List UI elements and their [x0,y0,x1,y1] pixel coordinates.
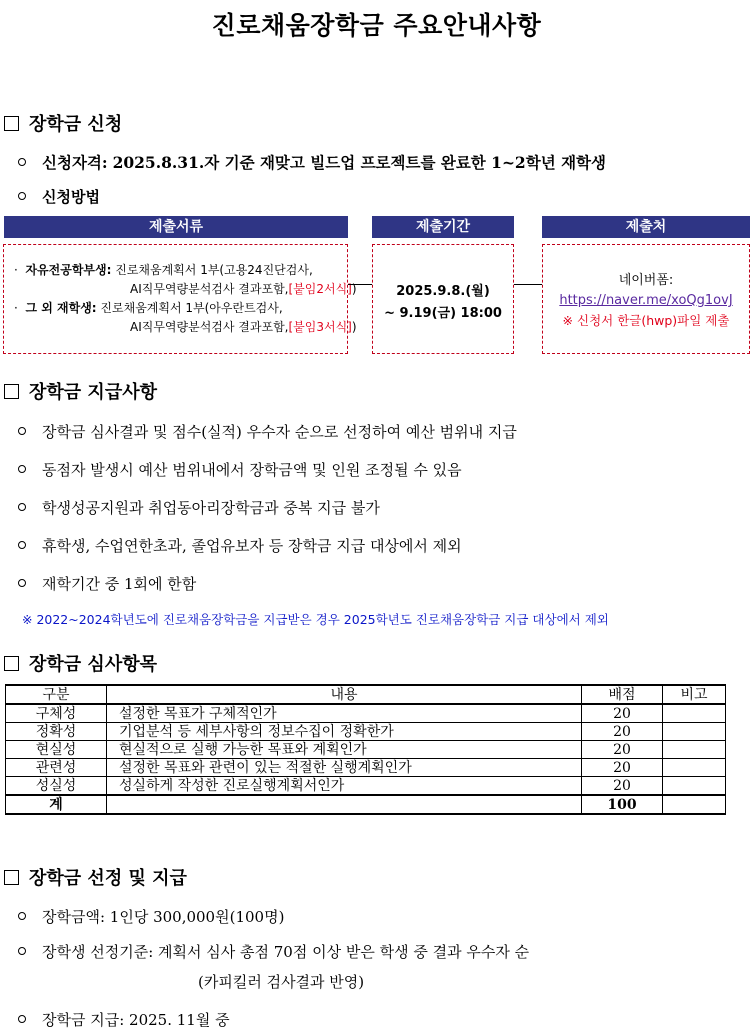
table-row: 정확성 기업분석 등 세부사항의 정보수집이 정확한가 20 [6,723,726,741]
payment-item: 장학금 심사결과 및 점수(실적) 우수자 순으로 선정하여 예산 범위내 지급 [18,421,517,442]
header-documents: 제출서류 [4,216,348,238]
doc-item-cont: AI직무역량분석검사 결과포함,[붙임3서식]) [130,320,357,334]
col-header: 배점 [582,685,663,704]
circle-bullet-icon [18,1015,26,1023]
table-row: 성실성 성실하게 작성한 진로실행계획서인가 20 [6,777,726,796]
selection-payment: 장학금 지급: 2025. 11월 중 [18,1009,230,1030]
square-bullet-icon [4,116,19,131]
square-bullet-icon [4,384,19,399]
table-header-row [6,685,726,704]
connector-line [348,284,372,285]
header-destination: 제출처 [542,216,750,238]
circle-bullet-icon [18,465,26,473]
circle-bullet-icon [18,947,26,955]
method-item: 신청방법 [18,186,100,207]
circle-bullet-icon [18,503,26,511]
period-box [372,244,514,354]
period-end: ~ 9.19(금) 18:00 [384,306,502,321]
circle-bullet-icon [18,427,26,435]
destination-box [542,244,750,354]
doc-item: · 자유전공학부생: 진로채움계획서 1부(고용24진단검사, [14,263,313,277]
circle-bullet-icon [18,192,26,200]
selection-criteria: 장학생 선정기준: 계획서 심사 총점 70점 이상 받은 학생 중 결과 우수자 순 [18,941,529,962]
doc-item-cont: AI직무역량분석검사 결과포함,[붙임2서식]) [130,282,357,296]
section-payment-heading: 장학금 지급사항 [4,378,157,404]
payment-note: ※ 2022~2024학년도에 진로채움장학금을 지급받은 경우 2025학년도 진로채움장학금 지급 대상에서 제외 [22,612,609,627]
square-bullet-icon [4,656,19,671]
eligibility-item: 신청자격: 2025.8.31.자 기준 재맞고 빌드업 프로젝트를 완료한 1~2학년 재학생 [18,151,606,173]
section-selection-heading: 장학금 선정 및 지급 [4,864,187,890]
table-total-row: 계 100 [6,795,726,814]
selection-criteria-sub: (카피킬러 검사결과 반영) [198,973,365,991]
col-header: 내용 [107,685,582,704]
circle-bullet-icon [18,158,26,166]
payment-item: 학생성공지원과 취업동아리장학금과 중복 지급 불가 [18,497,380,518]
circle-bullet-icon [18,912,26,920]
col-header: 구분 [6,685,107,704]
table-row: 현실성 현실적으로 실행 가능한 목표와 계획인가 20 [6,741,726,759]
naver-form-link[interactable]: https://naver.me/xoQg1ovJ [559,293,733,308]
payment-item: 재학기간 중 1회에 한함 [18,573,196,594]
payment-item: 휴학생, 수업연한초과, 졸업유보자 등 장학금 지급 대상에서 제외 [18,535,462,556]
dest-note: ※ 신청서 한글(hwp)파일 제출 [562,313,730,328]
period-start: 2025.9.8.(월) [396,284,490,299]
dest-label: 네이버폼: [618,273,674,288]
documents-box [3,244,357,354]
circle-bullet-icon [18,541,26,549]
payment-item: 동점자 발생시 예산 범위내에서 장학금액 및 인원 조정될 수 있음 [18,459,462,480]
col-header: 비고 [663,685,726,704]
connector-line [514,284,542,285]
square-bullet-icon [4,870,19,885]
circle-bullet-icon [18,579,26,587]
page-title: 진로채움장학금 주요안내사항 [211,11,542,40]
section-apply-heading: 장학금 신청 [4,110,122,136]
section-review-heading: 장학금 심사항목 [4,650,157,676]
header-period: 제출기간 [372,216,514,238]
table-row: 관련성 설정한 목표와 관련이 있는 적절한 실행계획인가 20 [6,759,726,777]
table-row: 구체성 설정한 목표가 구체적인가 20 [6,704,726,723]
selection-amount: 장학금액: 1인당 300,000원(100명) [18,906,284,927]
review-table [5,684,726,815]
doc-item: · 그 외 재학생: 진로채움계획서 1부(아우란트검사, [14,301,283,315]
